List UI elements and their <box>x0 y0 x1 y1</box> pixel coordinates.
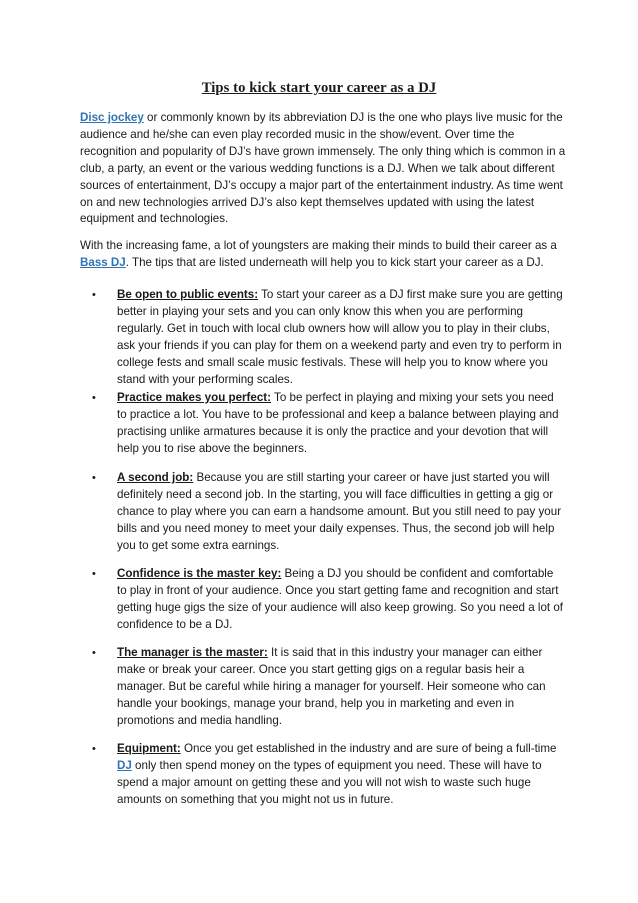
tip-text <box>117 470 565 555</box>
bullet-icon: • <box>92 647 96 659</box>
bullet-icon: • <box>92 392 96 404</box>
dj-link[interactable]: DJ <box>117 758 132 772</box>
intro-text: or commonly known by its abbreviation DJ is the one who plays live music for the audience and he/she can even play recorded music in the show/event. Over time the recognition and popularity of DJ’s have grown immensely. The only thing which is common in a club, a party, an event or the various wedding functions is a DJ. When we talk about different sources of entertainment, DJ’s occupy a major part of the entertainment industry. As time went on and new technologies arrived DJ’s also kept themselves updated with using the latest equipment and technologies. <box>80 111 566 226</box>
intro-paragraph <box>80 110 570 228</box>
second-para-before: With the increasing fame, a lot of youngsters are making their minds to build their career as a <box>80 239 557 252</box>
tip-heading: Be open to public events: <box>117 288 259 301</box>
tip-body-before: Once you get established in the industry and are sure of being a full-time <box>180 742 557 755</box>
bullet-icon: • <box>92 289 96 301</box>
bass-dj-link[interactable]: Bass DJ <box>80 255 126 269</box>
tip-body: It is said that in this industry your manager can either make or break your career. Once you start getting gigs on a regular basis heir a manager. But be careful while hiring a manager for yourself. Heir someone who can handle your bookings, manage your brand, help you in marketing and even in promotions and media handling. <box>117 646 546 727</box>
tip-text <box>117 645 565 730</box>
bullet-icon: • <box>92 472 96 484</box>
bullet-icon: • <box>92 568 96 580</box>
page-title: Tips to kick start your career as a DJ <box>201 80 437 96</box>
bullet-icon: • <box>92 743 96 755</box>
tip-body: To be perfect in playing and mixing your sets you need to practice a lot. You have to be professional and keep a balance between playing and practising unlike armatures because it is only the practice and your devotion that will help you to rise above the beginners. <box>117 391 559 455</box>
tip-heading: A second job: <box>117 471 194 484</box>
tip-heading: The manager is the master: <box>117 646 268 659</box>
tip-heading: Confidence is the master key: <box>117 567 282 580</box>
disc-jockey-link[interactable]: Disc jockey <box>80 111 144 124</box>
tip-heading: Practice makes you perfect: <box>117 391 272 404</box>
tip-heading: Equipment: <box>117 742 181 755</box>
second-paragraph <box>80 238 570 272</box>
tip-body: Being a DJ you should be confident and comfortable to play in front of your audience. Once you start getting fame and recognition and start getting huge gigs the size of your audience will also keep growing. So you need a lot of confidence to be a DJ. <box>117 567 564 631</box>
tip-text <box>117 566 565 634</box>
tip-text <box>117 741 565 809</box>
tip-text <box>117 390 565 458</box>
tip-body-after: only then spend money on the types of equipment you need. These will have to spend a major amount on getting these and you will not wish to waste such huge amounts on something that you might not us in future. <box>117 758 542 806</box>
tip-text <box>117 287 565 388</box>
tip-body: Because you are still starting your career or have just started you will definitely need a second job. In the starting, you will face difficulties in getting a gig or chance to play where you can earn a handsome amount. But you still need to pay your bills and you need money to meet your daily expenses. Thus, the second job will help you to get some extra earnings. <box>117 471 562 552</box>
second-para-after: . The tips that are listed underneath will help you to kick start your career as a DJ. <box>125 255 544 269</box>
tip-body: To start your career as a DJ first make sure you are getting better in playing your sets and you can only know this when you are performing regularly. Get in touch with local club owners how will allow you to play in their clubs, ask your friends if you can play for them on a weekend party and even try to perform in college fests and small scale music festivals. These will help you to know where you stand with your performing scales. <box>117 288 563 386</box>
